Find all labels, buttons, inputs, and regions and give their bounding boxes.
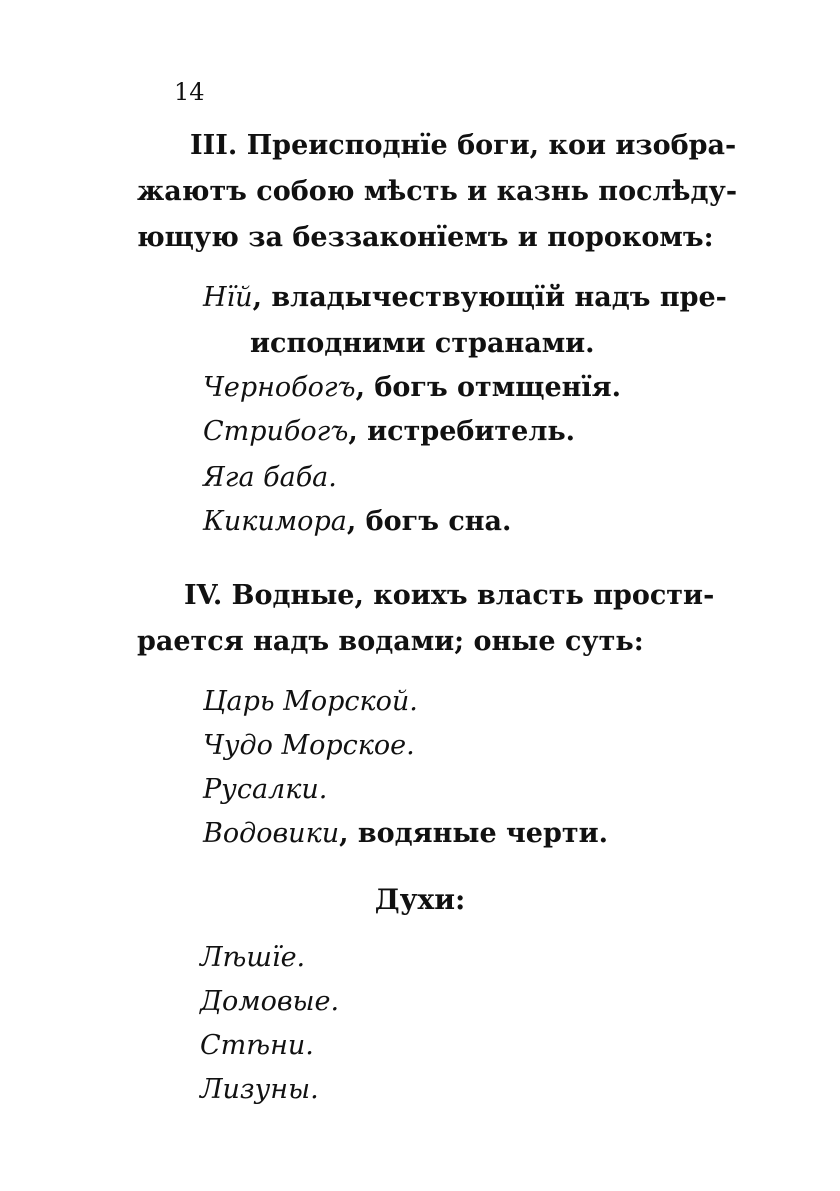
entry-name: Чернобогъ: [203, 372, 356, 403]
entry-description: богъ отмщенїя.: [374, 372, 622, 403]
entry-chernobog: [203, 370, 621, 406]
section4-line-2: рается надъ водами; оные суть:: [137, 626, 644, 657]
section4-line-1: IV. Водные, коихъ власть прости-: [184, 580, 715, 611]
entry-yaga-baba: [203, 460, 337, 496]
entry-kikimora: [203, 504, 511, 540]
entry-chudo-morskoe: [203, 728, 415, 764]
spirit-leshie: Лѣшїе.: [200, 942, 306, 973]
entry-name: Стрибогъ: [203, 416, 349, 447]
section3-line-3: ющую за беззаконїемъ и порокомъ:: [137, 222, 714, 253]
entry-tsar-morskoy: [203, 684, 418, 720]
entry-name: Яга баба.: [203, 462, 337, 493]
page-number: 14: [174, 78, 205, 106]
entry-description: богъ сна.: [365, 506, 512, 537]
entry-name: Русалки.: [203, 774, 328, 805]
entry-niy-continuation: исподними странами.: [250, 328, 595, 359]
entry-niy: [203, 280, 727, 316]
section3-line-2: жаютъ собою мѣсть и казнь послѣду-: [137, 176, 738, 207]
entry-description: водяные черти.: [357, 818, 608, 849]
spirit-lizuny: Лизуны.: [200, 1074, 319, 1105]
entry-separator: ,: [339, 818, 358, 849]
entry-separator: ,: [348, 416, 368, 447]
entry-name: Нїй: [203, 282, 253, 313]
entry-separator: ,: [252, 282, 272, 313]
entry-name: Царь Морской.: [203, 686, 418, 717]
spirit-domovye: Домовые.: [200, 986, 340, 1017]
entry-separator: ,: [346, 506, 366, 537]
entry-separator: ,: [355, 372, 375, 403]
entry-description: владычествующїй надъ пре-: [271, 282, 727, 313]
entry-description: истребитель.: [367, 416, 576, 447]
entry-stribog: [203, 414, 575, 450]
entry-rusalki: [203, 772, 327, 808]
entry-name: Кикимора: [203, 506, 347, 537]
section3-line-1: III. Преисподнїе боги, кои изобра-: [190, 130, 737, 161]
entry-name: Чудо Морское.: [203, 730, 415, 761]
spirits-heading: Духи:: [374, 883, 466, 916]
entry-name: Водовики: [203, 818, 340, 849]
spirit-steni: Стѣни.: [200, 1030, 314, 1061]
entry-vodoviki: [203, 816, 608, 852]
